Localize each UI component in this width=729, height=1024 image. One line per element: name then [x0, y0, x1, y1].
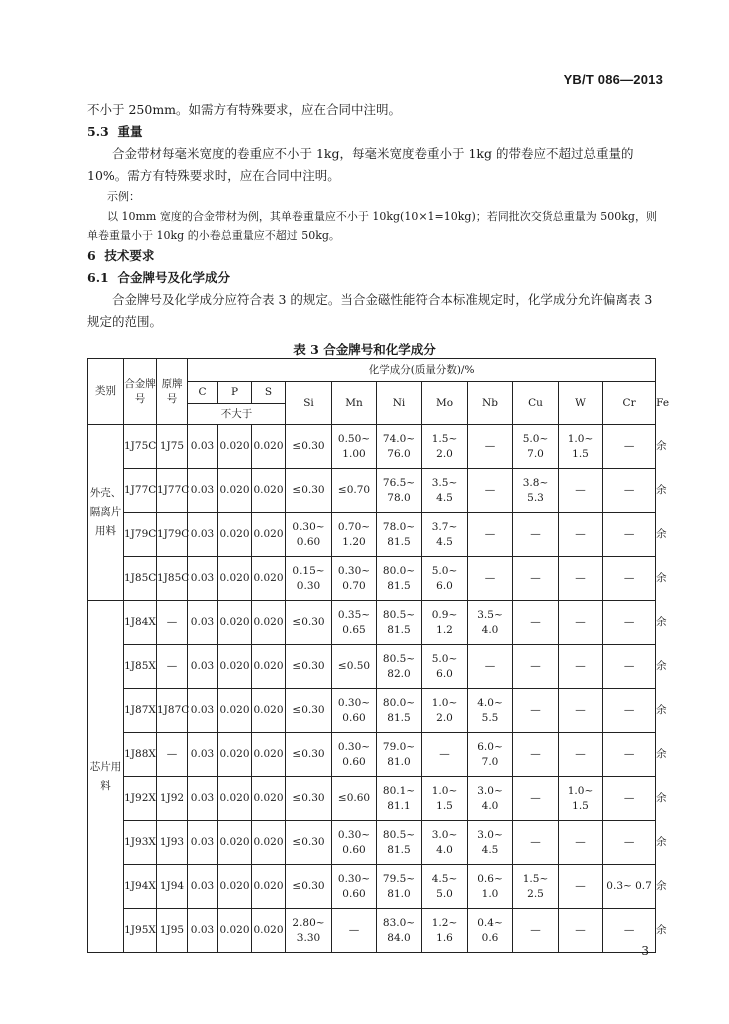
cell-ni: 74.0~ 76.0 [377, 425, 422, 469]
cell-cu: — [513, 689, 559, 733]
cell-grade: 1J85C [124, 557, 157, 601]
cell-w: — [559, 601, 603, 645]
cell-w: — [559, 865, 603, 909]
cell-cr: — [603, 645, 656, 689]
cell-mn: ≤0.60 [332, 777, 377, 821]
cell-nb: 3.0~ 4.5 [468, 821, 513, 865]
cell-w: — [559, 513, 603, 557]
cell-cu: — [513, 513, 559, 557]
table-header: 类别 合金牌号 原牌号 化学成分(质量分数)/% C P S Si Mn Ni Mo Nb Cu W Cr Fe 不大于 [88, 359, 656, 425]
section-5-3-paragraph: 合金带材每毫米宽度的卷重应不小于 1kg，每毫米宽度卷重小于 1kg 的带卷应不超过总重量的 10%。需方有特殊要求时，应在合同中注明。 [87, 146, 634, 183]
cell-orig: 1J79C [157, 513, 188, 557]
cell-mo: 1.2~ 1.6 [422, 909, 468, 953]
continuation-line: 不小于 250mm。如需方有特殊要求，应在合同中注明。 [87, 102, 402, 117]
cell-s: 0.020 [252, 865, 286, 909]
cell-s: 0.020 [252, 557, 286, 601]
cell-orig: 1J87C [157, 689, 188, 733]
cell-grade: 1J88X [124, 733, 157, 777]
table-row: 1J94X 1J94 0.03 0.020 0.020 ≤0.30 0.30~ 0.60 79.5~ 81.0 4.5~ 5.0 0.6~ 1.0 1.5~ 2.5 — 0.3~ 0.7 余 [88, 865, 656, 909]
cell-nb: 6.0~ 7.0 [468, 733, 513, 777]
cell-w: — [559, 645, 603, 689]
cell-cr: — [603, 821, 656, 865]
cell-nb: 0.4~ 0.6 [468, 909, 513, 953]
cell-p: 0.020 [218, 469, 252, 513]
example-label: 示例： [107, 190, 140, 203]
cell-c: 0.03 [188, 513, 218, 557]
cell-cu: 5.0~ 7.0 [513, 425, 559, 469]
table-row: 1J87X 1J87C 0.03 0.020 0.020 ≤0.30 0.30~ 0.60 80.0~ 81.5 1.0~ 2.0 4.0~ 5.5 — — — 余 [88, 689, 656, 733]
category-cell: 外壳、隔离片用料 [88, 425, 124, 601]
cell-ni: 80.5~ 81.5 [377, 601, 422, 645]
cell-p: 0.020 [218, 425, 252, 469]
cell-grade: 1J85X [124, 645, 157, 689]
cell-c: 0.03 [188, 689, 218, 733]
cell-p: 0.020 [218, 821, 252, 865]
cell-si: ≤0.30 [286, 689, 332, 733]
cell-cr: — [603, 425, 656, 469]
section-6-heading [87, 245, 657, 267]
table-row: 1J93X 1J93 0.03 0.020 0.020 ≤0.30 0.30~ 0.60 80.5~ 81.5 3.0~ 4.0 3.0~ 4.5 — — — 余 [88, 821, 656, 865]
cell-mo: 5.0~ 6.0 [422, 557, 468, 601]
cell-c: 0.03 [188, 645, 218, 689]
table-row: 1J85X — 0.03 0.020 0.020 ≤0.30 ≤0.50 80.5~ 82.0 5.0~ 6.0 — — — — 余 [88, 645, 656, 689]
cell-w: — [559, 733, 603, 777]
header-not-greater: 不大于 [188, 404, 286, 425]
cell-orig: 1J93 [157, 821, 188, 865]
header-cr: Cr [603, 382, 656, 425]
table-row: 1J79C 1J79C 0.03 0.020 0.020 0.30~ 0.60 0.70~ 1.20 78.0~ 81.5 3.7~ 4.5 — — — — 余 [88, 513, 656, 557]
cell-ni: 80.1~ 81.1 [377, 777, 422, 821]
body-section-6 [87, 245, 657, 333]
cell-mo: 4.5~ 5.0 [422, 865, 468, 909]
cell-c: 0.03 [188, 909, 218, 953]
cell-p: 0.020 [218, 865, 252, 909]
cell-mn: 0.30~ 0.60 [332, 733, 377, 777]
header-category: 类别 [88, 359, 124, 425]
cell-c: 0.03 [188, 733, 218, 777]
cell-si: ≤0.30 [286, 865, 332, 909]
cell-w: — [559, 689, 603, 733]
cell-cu: — [513, 557, 559, 601]
cell-cr: — [603, 689, 656, 733]
cell-cu: — [513, 733, 559, 777]
cell-c: 0.03 [188, 557, 218, 601]
section-title: 重量 [117, 124, 143, 139]
cell-mo: 5.0~ 6.0 [422, 645, 468, 689]
cell-si: ≤0.30 [286, 469, 332, 513]
header-cu: Cu [513, 382, 559, 425]
cell-ni: 76.5~ 78.0 [377, 469, 422, 513]
cell-s: 0.020 [252, 821, 286, 865]
cell-cr: — [603, 557, 656, 601]
cell-p: 0.020 [218, 557, 252, 601]
cell-nb: 0.6~ 1.0 [468, 865, 513, 909]
cell-cu: — [513, 821, 559, 865]
body-section-5 [87, 99, 657, 245]
cell-s: 0.020 [252, 645, 286, 689]
cell-ni: 80.0~ 81.5 [377, 557, 422, 601]
section-title: 技术要求 [104, 248, 155, 263]
cell-w: — [559, 469, 603, 513]
cell-grade: 1J84X [124, 601, 157, 645]
section-5-3-heading [87, 121, 657, 143]
cell-cu: 1.5~ 2.5 [513, 865, 559, 909]
cell-nb: — [468, 469, 513, 513]
cell-si: 0.30~ 0.60 [286, 513, 332, 557]
cell-cu: — [513, 777, 559, 821]
cell-mo: 1.0~ 2.0 [422, 689, 468, 733]
header-nb: Nb [468, 382, 513, 425]
cell-orig: 1J75 [157, 425, 188, 469]
table-row: 1J85C 1J85C 0.03 0.020 0.020 0.15~ 0.30 0.30~ 0.70 80.0~ 81.5 5.0~ 6.0 — — — — 余 [88, 557, 656, 601]
cell-orig: 1J94 [157, 865, 188, 909]
cell-orig: 1J95 [157, 909, 188, 953]
cell-grade: 1J87X [124, 689, 157, 733]
cell-mn: 0.30~ 0.70 [332, 557, 377, 601]
page-number: 3 [641, 944, 649, 958]
table-caption: 表 3 合金牌号和化学成分 [293, 342, 436, 357]
cell-ni: 78.0~ 81.5 [377, 513, 422, 557]
cell-w: — [559, 909, 603, 953]
table-body [88, 425, 667, 953]
table-row: 外壳、隔离片用料 1J75C 1J75 0.03 0.020 0.020 ≤0.30 0.50~ 1.00 74.0~ 76.0 1.5~ 2.0 — 5.0~ 7.0 1.0~ 1.5 — 余 [88, 425, 656, 469]
cell-nb: — [468, 425, 513, 469]
header-p: P [218, 382, 252, 404]
cell-grade: 1J95X [124, 909, 157, 953]
cell-nb: — [468, 557, 513, 601]
cell-mo: 3.0~ 4.0 [422, 821, 468, 865]
cell-cr: — [603, 909, 656, 953]
header-si: Si [286, 382, 332, 425]
cell-cr: — [603, 469, 656, 513]
header-mo: Mo [422, 382, 468, 425]
cell-s: 0.020 [252, 689, 286, 733]
cell-ni: 80.5~ 81.5 [377, 821, 422, 865]
cell-s: 0.020 [252, 469, 286, 513]
cell-si: 2.80~ 3.30 [286, 909, 332, 953]
cell-mn: 0.35~ 0.65 [332, 601, 377, 645]
standard-code: YB/T 086—2013 [563, 72, 663, 87]
cell-mn: — [332, 909, 377, 953]
header-w: W [559, 382, 603, 425]
cell-mn: ≤0.50 [332, 645, 377, 689]
cell-mo: 1.5~ 2.0 [422, 425, 468, 469]
cell-mo: 3.5~ 4.5 [422, 469, 468, 513]
section-6-1-paragraph: 合金牌号及化学成分应符合表 3 的规定。当合金磁性能符合本标准规定时，化学成分允许偏离表 3 规定的范围。 [87, 292, 653, 329]
cell-si: ≤0.30 [286, 425, 332, 469]
cell-s: 0.020 [252, 513, 286, 557]
cell-orig: — [157, 733, 188, 777]
category-cell: 芯片用料 [88, 601, 124, 953]
cell-ni: 79.5~ 81.0 [377, 865, 422, 909]
cell-mo: 0.9~ 1.2 [422, 601, 468, 645]
table-row: 1J92X 1J92 0.03 0.020 0.020 ≤0.30 ≤0.60 80.1~ 81.1 1.0~ 1.5 3.0~ 4.0 — 1.0~ 1.5 — 余 [88, 777, 656, 821]
cell-w: — [559, 821, 603, 865]
cell-s: 0.020 [252, 777, 286, 821]
cell-mn: 0.30~ 0.60 [332, 821, 377, 865]
table-row: 1J88X — 0.03 0.020 0.020 ≤0.30 0.30~ 0.60 79.0~ 81.0 — 6.0~ 7.0 — — — 余 [88, 733, 656, 777]
cell-cu: 3.8~ 5.3 [513, 469, 559, 513]
cell-cu: — [513, 645, 559, 689]
cell-s: 0.020 [252, 733, 286, 777]
cell-c: 0.03 [188, 601, 218, 645]
cell-grade: 1J77C [124, 469, 157, 513]
cell-c: 0.03 [188, 865, 218, 909]
cell-si: ≤0.30 [286, 821, 332, 865]
table-row: 1J77C 1J77C 0.03 0.020 0.020 ≤0.30 ≤0.70 76.5~ 78.0 3.5~ 4.5 — 3.8~ 5.3 — — 余 [88, 469, 656, 513]
cell-mn: 0.30~ 0.60 [332, 689, 377, 733]
cell-mn: 0.50~ 1.00 [332, 425, 377, 469]
cell-orig: — [157, 645, 188, 689]
cell-cr: — [603, 733, 656, 777]
cell-p: 0.020 [218, 645, 252, 689]
cell-cr: — [603, 601, 656, 645]
header-alloy-grade: 合金牌号 [124, 359, 157, 425]
cell-grade: 1J94X [124, 865, 157, 909]
cell-p: 0.020 [218, 689, 252, 733]
cell-mn: ≤0.70 [332, 469, 377, 513]
composition-table [87, 358, 670, 953]
cell-grade: 1J79C [124, 513, 157, 557]
cell-w: 1.0~ 1.5 [559, 425, 603, 469]
cell-grade: 1J75C [124, 425, 157, 469]
cell-si: ≤0.30 [286, 777, 332, 821]
cell-ni: 80.0~ 81.5 [377, 689, 422, 733]
header-composition: 化学成分(质量分数)/% [188, 359, 656, 382]
section-6-1-heading [87, 267, 657, 289]
cell-p: 0.020 [218, 601, 252, 645]
cell-p: 0.020 [218, 513, 252, 557]
section-title: 合金牌号及化学成分 [117, 270, 230, 285]
cell-grade: 1J93X [124, 821, 157, 865]
cell-s: 0.020 [252, 601, 286, 645]
cell-nb: — [468, 645, 513, 689]
cell-si: ≤0.30 [286, 645, 332, 689]
cell-orig: — [157, 601, 188, 645]
cell-orig: 1J85C [157, 557, 188, 601]
cell-s: 0.020 [252, 909, 286, 953]
section-number: 6 [87, 248, 96, 263]
cell-c: 0.03 [188, 821, 218, 865]
cell-mn: 0.30~ 0.60 [332, 865, 377, 909]
cell-cr: 0.3~ 0.7 [603, 865, 656, 909]
header-ni: Ni [377, 382, 422, 425]
cell-nb: 3.0~ 4.0 [468, 777, 513, 821]
cell-p: 0.020 [218, 777, 252, 821]
header-original-grade: 原牌号 [157, 359, 188, 425]
cell-mo: — [422, 733, 468, 777]
cell-w: — [559, 557, 603, 601]
cell-nb: 3.5~ 4.0 [468, 601, 513, 645]
cell-mn: 0.70~ 1.20 [332, 513, 377, 557]
table-row: 1J95X 1J95 0.03 0.020 0.020 2.80~ 3.30 — 83.0~ 84.0 1.2~ 1.6 0.4~ 0.6 — — — 余 [88, 909, 656, 953]
cell-p: 0.020 [218, 733, 252, 777]
cell-si: ≤0.30 [286, 601, 332, 645]
cell-cu: — [513, 601, 559, 645]
table-row: 芯片用料 1J84X — 0.03 0.020 0.020 ≤0.30 0.35~ 0.65 80.5~ 81.5 0.9~ 1.2 3.5~ 4.0 — — — 余 [88, 601, 656, 645]
example-text: 以 10mm 宽度的合金带材为例，其单卷重量应不小于 10kg(10×1=10kg)；若同批次交货总重量为 500kg，则单卷重量小于 10kg 的小卷总重量应不超过 50kg。 [87, 210, 657, 242]
cell-c: 0.03 [188, 425, 218, 469]
cell-s: 0.020 [252, 425, 286, 469]
cell-nb: — [468, 513, 513, 557]
cell-nb: 4.0~ 5.5 [468, 689, 513, 733]
cell-c: 0.03 [188, 777, 218, 821]
cell-orig: 1J92 [157, 777, 188, 821]
section-number: 6.1 [87, 270, 109, 285]
cell-p: 0.020 [218, 909, 252, 953]
cell-ni: 79.0~ 81.0 [377, 733, 422, 777]
cell-mo: 3.7~ 4.5 [422, 513, 468, 557]
cell-cr: — [603, 777, 656, 821]
cell-c: 0.03 [188, 469, 218, 513]
section-number: 5.3 [87, 124, 109, 139]
cell-cr: — [603, 513, 656, 557]
cell-si: ≤0.30 [286, 733, 332, 777]
header-s: S [252, 382, 286, 404]
cell-si: 0.15~ 0.30 [286, 557, 332, 601]
cell-w: 1.0~ 1.5 [559, 777, 603, 821]
cell-grade: 1J92X [124, 777, 157, 821]
header-mn: Mn [332, 382, 377, 425]
cell-mo: 1.0~ 1.5 [422, 777, 468, 821]
cell-cu: — [513, 909, 559, 953]
cell-ni: 83.0~ 84.0 [377, 909, 422, 953]
header-c: C [188, 382, 218, 404]
cell-orig: 1J77C [157, 469, 188, 513]
cell-ni: 80.5~ 82.0 [377, 645, 422, 689]
